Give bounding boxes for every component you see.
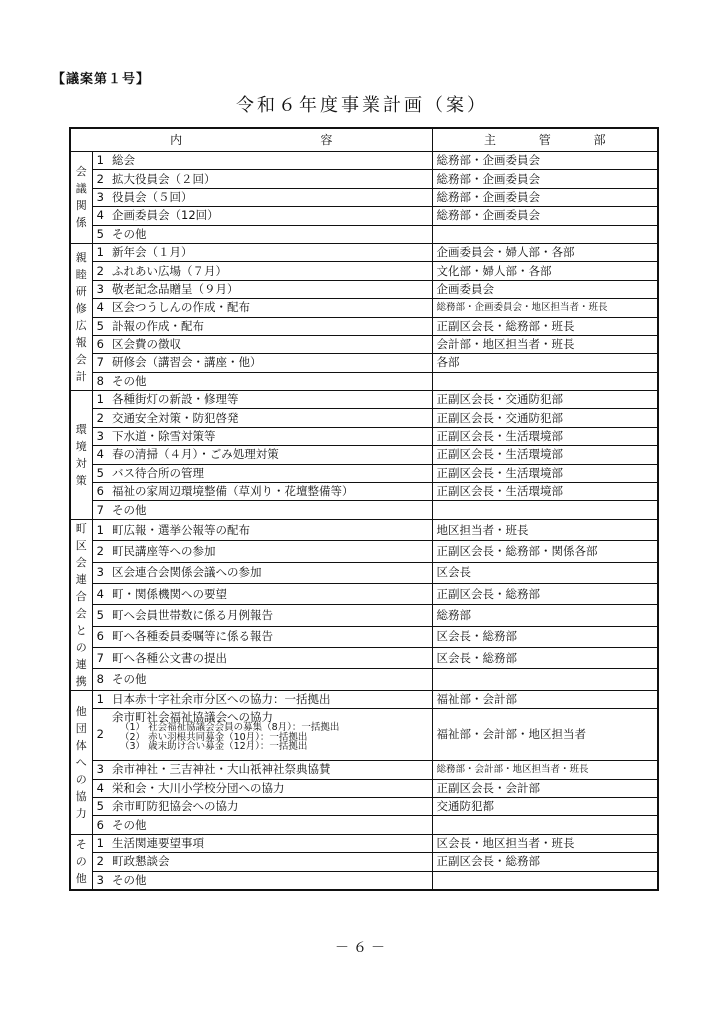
item-number: 4: [92, 583, 108, 604]
category-char: 計: [75, 370, 87, 384]
item-number: 2: [92, 853, 108, 871]
item-content: [108, 583, 432, 604]
item-content: [108, 299, 432, 317]
table-row: [70, 483, 658, 501]
item-owner: 正副区会長・生活環境部: [432, 427, 658, 445]
header-owner: [432, 128, 658, 152]
item-owner: 正副区会長・生活環境部: [432, 446, 658, 464]
item-owner: 地区担当者・班長: [432, 519, 658, 540]
category-char: 町: [75, 521, 87, 535]
page-number: －６－: [335, 940, 389, 956]
item-owner: 区会長・総務部: [432, 626, 658, 647]
item-owner: 総務部: [432, 605, 658, 626]
category-char: 境: [75, 439, 87, 453]
item-number: 3: [92, 761, 108, 779]
table-row: [70, 501, 658, 519]
table-row: [70, 648, 658, 669]
item-content-text: その他: [112, 373, 147, 388]
item-owner: 正副区会長・総務部: [432, 853, 658, 871]
table-row: [70, 427, 658, 445]
item-content: [108, 541, 432, 562]
item-owner: [432, 501, 658, 519]
item-content-text: 余市町防犯協会への協力: [112, 799, 239, 814]
item-owner: 正副区会長・生活環境部: [432, 464, 658, 482]
item-content: [108, 207, 432, 225]
item-content: [108, 797, 432, 815]
item-content-text: バス待合所の管理: [112, 465, 204, 480]
item-content-text: 総会: [112, 153, 135, 168]
category-char: 議: [75, 182, 87, 196]
item-number: 1: [92, 152, 108, 170]
item-content: [108, 834, 432, 852]
item-owner: 正副区会長・総務部・関係各部: [432, 541, 658, 562]
table-row: [70, 834, 658, 852]
item-content: [108, 262, 432, 280]
category-char: 広: [75, 319, 87, 333]
item-content-text: 生活関連要望事項: [112, 835, 204, 850]
item-number: 2: [92, 170, 108, 188]
item-owner: [432, 669, 658, 690]
item-number: 1: [92, 834, 108, 852]
item-content-text: 余市町社会福祉協議会への協力: [112, 710, 273, 725]
item-number: 8: [92, 669, 108, 690]
item-number: 7: [92, 501, 108, 519]
item-owner: 正副区会長・総務部・班長: [432, 317, 658, 335]
table-row: [70, 669, 658, 690]
item-content: [108, 317, 432, 335]
table-row: [70, 605, 658, 626]
item-content-text: その他: [112, 672, 147, 687]
item-content: [108, 816, 432, 834]
table-row: [70, 299, 658, 317]
category-char: 親: [75, 251, 87, 265]
item-owner: 総務部・企画委員会: [432, 207, 658, 225]
item-number: 6: [92, 483, 108, 501]
item-number: 2: [92, 409, 108, 427]
item-content-text: 町民講座等への参加: [112, 543, 216, 558]
table-row: [70, 446, 658, 464]
header-owner-char: 管: [538, 132, 551, 147]
item-number: 2: [92, 262, 108, 280]
table-row: [70, 409, 658, 427]
item-content: [108, 427, 432, 445]
item-number: 3: [92, 562, 108, 583]
plan-body: [70, 152, 658, 890]
table-row: [70, 626, 658, 647]
item-content: [108, 391, 432, 409]
category-char: 協: [75, 789, 87, 803]
item-content: [108, 243, 432, 261]
table-row: [70, 188, 658, 206]
category-char: 区: [75, 538, 87, 552]
category-char: 合: [75, 589, 87, 603]
table-row: [70, 519, 658, 540]
item-number: 6: [92, 816, 108, 834]
item-number: 1: [92, 690, 108, 708]
item-number: 1: [92, 519, 108, 540]
item-content: [108, 761, 432, 779]
item-content: [108, 853, 432, 871]
header-content-char: 内: [170, 132, 183, 147]
table-row: [70, 280, 658, 298]
item-owner: 会計部・地区担当者・班長: [432, 335, 658, 353]
category-label: [70, 243, 92, 390]
category-char: 会: [75, 353, 87, 367]
item-content-text: その他: [112, 872, 147, 887]
item-owner: 企画委員会・婦人部・各部: [432, 243, 658, 261]
item-number: 5: [92, 317, 108, 335]
category-char: 団: [75, 721, 87, 735]
item-content: [108, 152, 432, 170]
table-row: [70, 871, 658, 890]
category-char: 関: [75, 199, 87, 213]
item-owner: 正副区会長・生活環境部: [432, 483, 658, 501]
category-char: 携: [75, 674, 87, 688]
item-owner: [432, 225, 658, 243]
table-row: [70, 170, 658, 188]
category-char: 対: [75, 456, 87, 470]
item-content: [108, 871, 432, 890]
item-number: 7: [92, 354, 108, 372]
item-number: 4: [92, 779, 108, 797]
category-char: 研: [75, 285, 87, 299]
item-owner: 正副区会長・交通防犯部: [432, 391, 658, 409]
item-content: [108, 335, 432, 353]
item-content: [108, 280, 432, 298]
table-row: [70, 317, 658, 335]
table-row: [70, 225, 658, 243]
item-content: [108, 483, 432, 501]
item-content: [108, 669, 432, 690]
item-content-text: その他: [112, 502, 147, 517]
category-char: 係: [75, 216, 87, 230]
item-content-text: 日本赤十字社余市分区への協力：一括拠出: [112, 692, 331, 706]
item-content-text: 町広報・選挙公報等の配布: [112, 522, 250, 537]
category-char: 策: [75, 473, 87, 487]
item-content: [108, 372, 432, 390]
item-number: 7: [92, 648, 108, 669]
category-char: 他: [75, 872, 87, 886]
table-row: [70, 464, 658, 482]
table-row: [70, 562, 658, 583]
item-owner: 正副区会長・会計部: [432, 779, 658, 797]
item-content: [108, 626, 432, 647]
category-char: の: [75, 855, 87, 869]
item-number: 1: [92, 243, 108, 261]
sub-item: （2） 赤い羽根共同募金（10月）：一括拠出: [120, 731, 308, 743]
item-content-text: 町・関係機関への要望: [112, 586, 227, 601]
item-owner: 総務部・企画委員会: [432, 188, 658, 206]
item-owner: 区会長: [432, 562, 658, 583]
header-owner-char: 部: [593, 132, 606, 147]
table-row: [70, 816, 658, 834]
category-char: の: [75, 772, 87, 786]
item-number: 3: [92, 427, 108, 445]
item-number: 8: [92, 372, 108, 390]
item-content-text: その他: [112, 817, 147, 832]
item-number: 5: [92, 605, 108, 626]
category-char: 連: [75, 657, 87, 671]
item-number: 4: [92, 446, 108, 464]
item-number: 4: [92, 299, 108, 317]
category-char: 連: [75, 572, 87, 586]
table-row: [70, 853, 658, 871]
item-content-text: 区会連合会関係会議への参加: [112, 565, 262, 580]
sub-item: （1） 社会福祉協議会会員の募集（8月）：一括拠出: [120, 722, 340, 734]
item-content-text: 区会費の徴収: [112, 337, 181, 352]
category-char: そ: [75, 838, 87, 852]
item-content-text: 新年会（１月）: [112, 245, 193, 260]
item-owner: 各部: [432, 354, 658, 372]
item-content-text: 余市神社・三吉神社・大山祇神社祭典協賛: [112, 762, 331, 777]
item-content: [108, 409, 432, 427]
table-row: [70, 354, 658, 372]
table-row: [70, 152, 658, 170]
item-number: 6: [92, 335, 108, 353]
table-row: [70, 372, 658, 390]
item-number: 5: [92, 464, 108, 482]
item-number: 4: [92, 207, 108, 225]
item-owner: 企画委員会: [432, 280, 658, 298]
header-owner-char: 主: [483, 132, 496, 147]
item-content-text: 役員会（５回）: [112, 189, 193, 204]
item-content: [108, 519, 432, 540]
category-char: 体: [75, 738, 87, 752]
item-content-text: 町へ各種公文書の提出: [112, 650, 227, 665]
item-content-text: 春の清掃（４月）・ごみ処理対策: [112, 447, 279, 462]
table-row: [70, 541, 658, 562]
category-char: 修: [75, 302, 87, 316]
item-content-text: 区会つうしんの作成・配布: [112, 300, 250, 315]
category-char: 会: [75, 606, 87, 620]
item-content: [108, 354, 432, 372]
item-owner: 総務部・企画委員会: [432, 170, 658, 188]
category-label: [70, 152, 92, 244]
category-char: と: [75, 623, 87, 637]
item-content: [108, 446, 432, 464]
item-content: [108, 779, 432, 797]
category-label: [70, 391, 92, 520]
item-owner: 正副区会長・交通防犯部: [432, 409, 658, 427]
item-content-text: 福祉の家周辺環境整備（草刈り・花壇整備等）: [112, 484, 354, 499]
table-row: [70, 690, 658, 708]
item-content-text: 町へ会員世帯数に係る月例報告: [112, 608, 273, 622]
sub-item: （3） 歳末助け合い募金（12月）：一括拠出: [120, 741, 308, 753]
item-owner: [432, 871, 658, 890]
item-content-text: 町へ各種委員委嘱等に係る報告: [112, 629, 273, 644]
item-content: [108, 170, 432, 188]
item-number: 1: [92, 391, 108, 409]
item-number: 3: [92, 871, 108, 890]
category-char: 会: [75, 555, 87, 569]
item-owner: 総務部・企画委員会・地区担当者・班長: [432, 299, 658, 317]
item-content-text: 訃報の作成・配布: [112, 318, 204, 333]
table-header-row: [70, 128, 658, 152]
item-owner: 総務部・企画委員会: [432, 152, 658, 170]
item-owner: [432, 372, 658, 390]
table-row: [70, 243, 658, 261]
item-owner: 福祉部・会計部: [432, 690, 658, 708]
item-content-text: ふれあい広場（７月）: [112, 263, 227, 278]
item-content-text: 企画委員会（12回）: [112, 208, 219, 223]
category-char: 報: [75, 336, 87, 350]
item-content-text: その他: [112, 226, 147, 241]
item-content-text: 拡大役員会（２回）: [112, 171, 216, 186]
item-number: 5: [92, 797, 108, 815]
document-title: 令和６年度事業計画（案）: [236, 95, 488, 116]
category-char: 環: [75, 422, 87, 436]
item-owner: 総務部・会計部・地区担当者・班長: [432, 761, 658, 779]
category-label: [70, 834, 92, 890]
table-row: [70, 761, 658, 779]
header-content: [70, 128, 432, 152]
item-content: [108, 188, 432, 206]
item-content: [108, 690, 432, 708]
item-number: 3: [92, 280, 108, 298]
category-char: 他: [75, 704, 87, 718]
item-content: [108, 501, 432, 519]
item-number: 2: [92, 541, 108, 562]
item-owner: [432, 816, 658, 834]
header-content-char: 容: [320, 132, 333, 147]
item-content: [108, 605, 432, 626]
item-number: 3: [92, 188, 108, 206]
table-row: [70, 335, 658, 353]
item-content-text: 研修会（講習会・講座・他）: [112, 355, 262, 370]
item-content: [108, 709, 432, 761]
item-owner: 区会長・総務部: [432, 648, 658, 669]
item-content-text: 栄和会・大川小学校分団への協力: [112, 780, 285, 795]
item-owner: 福祉部・会計部・地区担当者: [432, 709, 658, 761]
item-number: 6: [92, 626, 108, 647]
table-row: [70, 709, 658, 761]
item-content-text: 交通安全対策・防犯啓発: [112, 410, 239, 425]
table-row: [70, 207, 658, 225]
category-char: 会: [75, 165, 87, 179]
item-content-text: 町政懇談会: [112, 854, 170, 869]
category-label: [70, 519, 92, 690]
table-row: [70, 262, 658, 280]
agenda-label: 【議案第１号】: [52, 72, 151, 87]
plan-table: [69, 127, 659, 891]
table-row: [70, 391, 658, 409]
item-owner: 交通防犯都: [432, 797, 658, 815]
category-char: 力: [75, 806, 87, 820]
table-row: [70, 779, 658, 797]
item-number: 2: [92, 709, 108, 761]
item-number: 5: [92, 225, 108, 243]
table-row: [70, 797, 658, 815]
category-char: へ: [75, 755, 87, 769]
item-owner: 文化部・婦人部・各部: [432, 262, 658, 280]
item-content: [108, 464, 432, 482]
item-content: [108, 225, 432, 243]
category-label: [70, 690, 92, 834]
category-char: 睦: [75, 268, 87, 282]
item-content-text: 敬老記念品贈呈（９月）: [112, 281, 239, 296]
category-char: の: [75, 640, 87, 654]
item-content: [108, 648, 432, 669]
item-owner: 区会長・地区担当者・班長: [432, 834, 658, 852]
item-content-text: 下水道・除雪対策等: [112, 429, 216, 444]
item-content-text: 各種街灯の新設・修理等: [112, 392, 239, 407]
item-owner: 正副区会長・総務部: [432, 583, 658, 604]
item-content: [108, 562, 432, 583]
table-row: [70, 583, 658, 604]
